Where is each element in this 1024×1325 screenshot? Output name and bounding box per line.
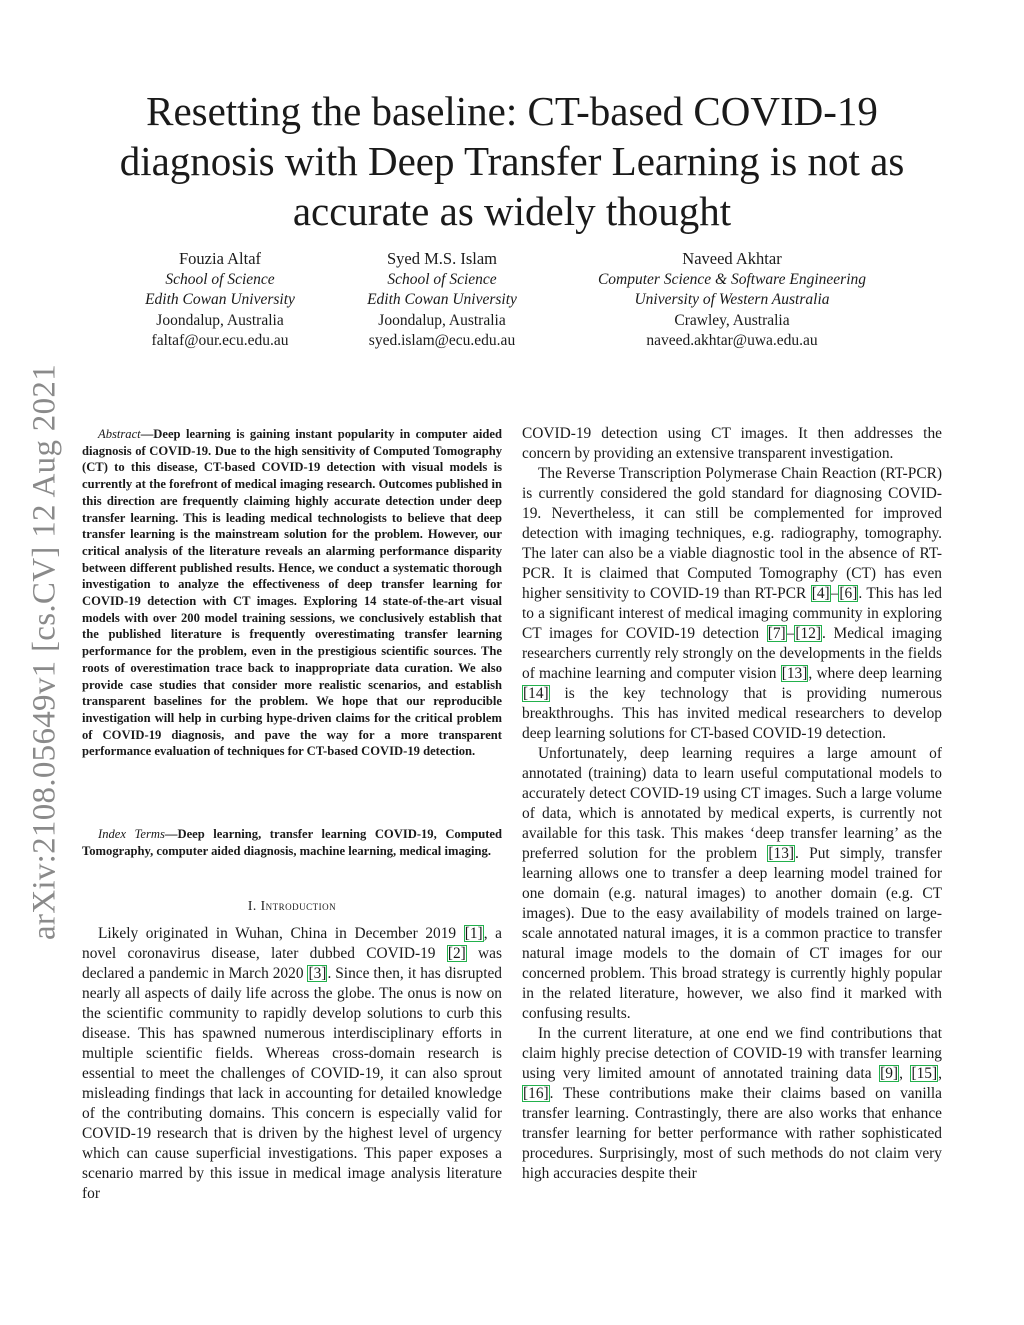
- text-run: ,: [938, 1065, 942, 1082]
- author-block: [562, 249, 902, 352]
- text-run: In the current literature, at one end we find contributions that claim highly precise detection of COVID-19 with transfer learning using very limited amount of annotated training data: [522, 1025, 942, 1082]
- paragraph: [522, 744, 942, 1024]
- citation-link[interactable]: [16]: [523, 1085, 549, 1102]
- paper-title: [100, 86, 924, 236]
- section-heading: [82, 898, 502, 914]
- author-email: naveed.akhtar@uwa.edu.au: [646, 332, 818, 350]
- text-run: –: [786, 625, 795, 642]
- text-run: Unfortunately, deep learning requires a large amount of annotated (training) data to learn useful computational models to accurately detect COVID-19 using CT images. Such a large volume of data, which is annotated by medical experts, is currently not available for this task. This makes ‘deep transfer learning’ as the preferred solution for the problem: [522, 745, 942, 862]
- text-run: –: [830, 585, 839, 602]
- index-terms-label: Index Terms: [98, 827, 165, 841]
- paragraph: [522, 424, 942, 464]
- citation-link[interactable]: [9]: [880, 1065, 899, 1082]
- author-location: Crawley, Australia: [674, 311, 790, 329]
- citation-link[interactable]: [4]: [811, 585, 830, 602]
- introduction-text: [82, 924, 502, 1204]
- title-line: diagnosis with Deep Transfer Learning is not as: [119, 138, 905, 184]
- citation-link[interactable]: [13]: [781, 665, 808, 682]
- citation-link[interactable]: [15]: [911, 1065, 938, 1082]
- text-run: The Reverse Transcription Polymerase Chain Reaction (RT-PCR) is currently considered the gold standard for diagnosing COVID-19. Nevertheless, it can still be complemented for improved detection with imaging techniques, e.g. radiography, tomography. The later can also be a viable diagnostic tool in the absence of RT-PCR. It is claimed that Computed Tomography (CT) has even higher sensitivity to COVID-19 than RT-PCR: [522, 465, 942, 602]
- author-block: [342, 249, 542, 352]
- text-run: . This has led to a significant interest of medical imaging community in exploring CT images for COVID-19 detection: [522, 585, 943, 642]
- text-run: . Medical imaging researchers currently rely strongly on the developments in the fields of machine learning and computer vision: [522, 625, 942, 682]
- citation-link[interactable]: [1]: [464, 925, 483, 942]
- citation-link[interactable]: [3]: [308, 965, 327, 982]
- author-location: Joondalup, Australia: [378, 311, 506, 329]
- text-run: . Since then, it has disrupted nearly all aspects of daily life across the globe. The onus is now on the scientific community to rapidly develop solutions to curb this disease. This has spawned numerous interdisciplinary efforts in multiple scientific fields. Whereas cross-domain research is essential to meet the challenges of COVID-19, it can also sprout misleading findings that lack in accounting for detailed knowledge of the contributing domains. This concern is especially valid for COVID-19 research that is driven by the highest level of urgency which can cause superficial investigations. This paper exposes a scenario marred by this issue in medical image analysis literature for: [82, 965, 502, 1202]
- title-line: Resetting the baseline: CT-based COVID-19: [146, 88, 878, 134]
- citation-link[interactable]: [7]: [767, 625, 786, 642]
- abstract-label: Abstract: [98, 427, 141, 441]
- abstract-text: —Deep learning is gaining instant popularity in computer aided diagnosis of COVID-19. Due to the high sensitivity of Computed Tomography (CT) to this disease, CT-based COVID-19 detection with visual models is currently at the forefront of medical imaging research. Outcomes published in this direction are frequently claiming highly accurate detection under deep transfer learning. This is leading medical technologists to believe that deep transfer learning is the mainstream solution for the problem. However, our critical analysis of the literature reveals an alarming performance disparity between different published results. Hence, we conduct a systematic thorough investigation to analyze the effectiveness of deep transfer learning for COVID-19 detection with CT images. Exploring 14 state-of-the-art visual models with over 200 model training sessions, we conclusively establish that the published literature is frequently overestimating transfer learning performance for the problem, even in the prestigious scientific sources. The roots of overestimation trace back to inappropriate data curation. We also provide case studies that consider more realistic scenarios, and establish transparent baselines for the problem. We hope that our reproducible investigation will help in curbing hype-driven claims for the critical problem of COVID-19 diagnosis, and pave the way for a more transparent performance evaluation of techniques for CT-based COVID-19 detection.: [82, 427, 502, 759]
- citation-link[interactable]: [14]: [523, 685, 549, 702]
- text-run: ,: [899, 1065, 911, 1082]
- paragraph: [522, 464, 942, 744]
- text-run: , a novel coronavirus disease, later dubbed COVID-19: [82, 925, 502, 962]
- text-run: . Put simply, transfer learning allows one to transfer a deep learning model trained for one domain (e.g. natural images) to another domain (e.g. CT images). Due to the easy availability of models trained on large-scale annotated natural images, it is a common practice to transfer natural image models to the domain of CT images for our concerned problem. This broad strategy is currently highly popular in the related literature, however, we also find it marked with confusing results.: [522, 845, 942, 1022]
- author-dept: School of Science: [387, 270, 497, 288]
- author-name: Naveed Akhtar: [682, 249, 782, 268]
- text-run: , where deep learning: [808, 665, 943, 682]
- author-email: faltaf@our.ecu.edu.au: [151, 332, 289, 350]
- author-org: Edith Cowan University: [145, 291, 295, 309]
- title-line: accurate as widely thought: [292, 188, 732, 234]
- citation-link[interactable]: [6]: [839, 585, 858, 602]
- text-run: was declared a pandemic in March 2020: [82, 945, 502, 982]
- citation-link[interactable]: [12]: [795, 625, 822, 642]
- index-terms-text: —Deep learning, transfer learning COVID-19, Computed Tomography, computer aided diagnosis, machine learning, medical imaging.: [82, 827, 502, 858]
- author-email: syed.islam@ecu.edu.au: [368, 332, 516, 350]
- text-run: is the key technology that is providing numerous breakthroughs. This has invited medical researchers to develop deep learning solutions for CT-based COVID-19 detection.: [522, 685, 942, 742]
- text-run: Likely originated in Wuhan, China in December 2019: [98, 925, 464, 942]
- author-name: Fouzia Altaf: [178, 249, 262, 268]
- author-org: Edith Cowan University: [367, 291, 517, 309]
- author-dept: School of Science: [165, 270, 275, 288]
- text-run: . These contributions make their claims based on vanilla transfer learning. Contrastingly, there are also works that enhance transfer learning for better performance with rather sophisticated procedures. Surprisingly, most of such methods do not claim very high accuracies despite their: [522, 1085, 942, 1182]
- author-name: Syed M.S. Islam: [386, 249, 497, 268]
- author-dept: Computer Science & Software Engineering: [597, 270, 867, 288]
- text-run: COVID-19 detection using CT images. It then addresses the concern by providing an extensive transparent investigation.: [522, 425, 942, 462]
- index-terms: [82, 826, 502, 859]
- section-title-text: Introduction: [260, 898, 337, 913]
- citation-link[interactable]: [13]: [768, 845, 795, 862]
- right-column-text: [522, 424, 942, 1184]
- author-block: [120, 249, 320, 352]
- author-location: Joondalup, Australia: [156, 311, 284, 329]
- arxiv-identifier: arXiv:2108.05649v1 [cs.CV] 12 Aug 2021: [26, 363, 63, 941]
- author-org: University of Western Australia: [634, 291, 830, 309]
- paragraph: [522, 1024, 942, 1184]
- section-number: I.: [247, 898, 257, 913]
- paragraph: [82, 924, 502, 1204]
- abstract: [82, 426, 502, 760]
- citation-link[interactable]: [2]: [447, 945, 466, 962]
